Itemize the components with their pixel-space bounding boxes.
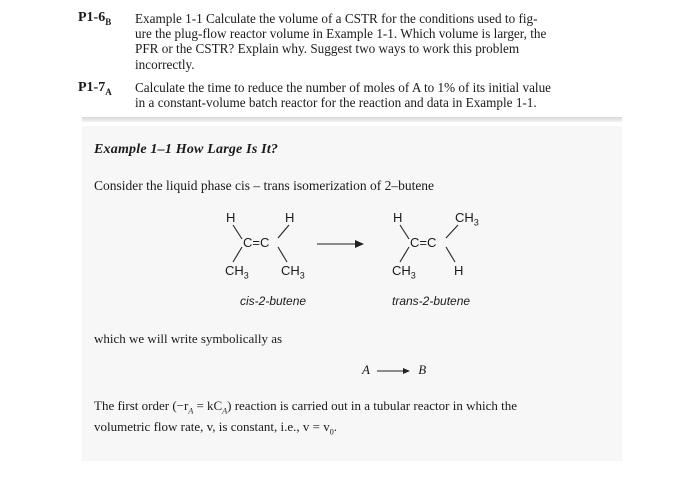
- example-box: [82, 126, 622, 461]
- reaction-product: B: [418, 362, 427, 377]
- problem-line: in a constant-volume batch reactor for the reaction and data in Example 1-1.: [135, 95, 537, 111]
- problem-number-p1-6: $P1-6_B$: [78, 10, 112, 27]
- problem-line: Example 1-1 Calculate the volume of a CSTR for the conditions used to fig-: [135, 11, 538, 26]
- cis-label: cis-2-butene: [240, 294, 307, 308]
- problem-number-p1-7: $P1-7_A$: [78, 80, 112, 97]
- final-line-1: The first order $(-r_A = kC_A)$ reaction is carried out in a tubular reactor in which the: [94, 398, 517, 416]
- trans-label: trans-2-butene: [392, 294, 471, 308]
- problem-list: [0, 0, 700, 120]
- trans-double-bond: C=C: [410, 235, 437, 250]
- problem-line: incorrectly.: [135, 56, 195, 72]
- cis-bottom-left: $CH_3$: [225, 263, 249, 281]
- problem-line: Calculate the time to reduce the number of moles of A to 1% of its initial value: [135, 80, 552, 95]
- isomerization-diagram: [82, 126, 622, 326]
- example-final-text: [94, 398, 606, 439]
- trans-bottom-right: H: [454, 263, 464, 278]
- section-divider: [82, 117, 622, 122]
- problem-text-p1-6: [135, 11, 605, 72]
- reaction-reactant: A: [362, 362, 370, 377]
- cis-double-bond: C=C: [243, 235, 270, 250]
- example-intro: Consider the liquid phase cis – trans isomerization of 2–butene: [94, 178, 435, 193]
- cis-top-right: H: [285, 210, 295, 225]
- problem-line: ure the plug-flow reactor volume in Example 1-1. Which volume is larger, the: [135, 26, 547, 42]
- cis-bottom-right: $CH_3$: [281, 263, 305, 281]
- trans-bottom-left: $CH_3$: [392, 263, 416, 281]
- example-title: Example 1–1 How Large Is It?: [94, 142, 279, 157]
- final-line-2: volumetric flow rate, v, is constant, i.e., $v = v_0$.: [94, 418, 337, 437]
- trans-top-right: $CH_3$: [455, 210, 479, 228]
- cis-top-left: H: [226, 210, 236, 225]
- reaction-arrow-icon: [377, 366, 411, 376]
- problem-line: PFR or the CSTR? Explain why. Suggest two ways to work this problem: [135, 41, 520, 57]
- reaction-arrow-head: [355, 240, 364, 248]
- symbolic-reaction: [362, 362, 426, 378]
- trans-top-left: H: [393, 210, 403, 225]
- problem-text-p1-7: [135, 80, 605, 110]
- symbolic-intro: which we will write symbolically as: [94, 331, 283, 346]
